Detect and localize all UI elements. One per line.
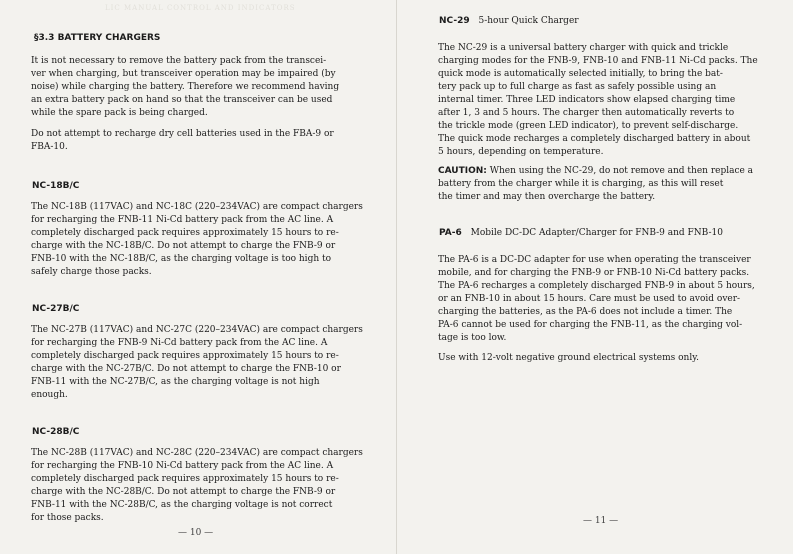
text-line: charging the batteries, as the PA-6 does not include a timer. The — [438, 307, 733, 317]
nc18-heading: NC-18B/C — [32, 181, 80, 191]
caution-label: CAUTION: — [438, 166, 487, 176]
text-line: tery pack up to full charge as fast as safely possible using an — [438, 82, 717, 92]
usage-note: Use with 12-volt negative ground electrical systems only. — [438, 353, 699, 363]
text-line: charging modes for the FNB-9, FNB-10 and FNB-11 Ni-Cd packs. The — [438, 56, 758, 66]
text-line: charge with the NC-28B/C. Do not attempt to charge the FNB-9 or — [31, 487, 336, 497]
pa6-title-line — [439, 227, 723, 240]
text-line: The NC-29 is a universal battery charger with quick and trickle — [438, 43, 729, 53]
nc29-paragraph — [438, 42, 758, 159]
text-line: charge with the NC-27B/C. Do not attempt to charge the FNB-10 or — [31, 364, 341, 374]
dry-cell-paragraph — [31, 128, 334, 154]
pa6-subtitle: Mobile DC-DC Adapter/Charger for FNB-9 and FNB-10 — [470, 228, 723, 238]
text-line: Do not attempt to recharge dry cell batteries used in the FBA-9 or — [31, 129, 334, 139]
text-line: FNB-10 with the NC-18B/C, as the charging voltage is too high to — [31, 254, 332, 264]
nc29-title-line — [439, 15, 579, 28]
page-number-11: — 11 — — [583, 516, 619, 526]
text-line: for those packs. — [31, 513, 104, 523]
text-line: The quick mode recharges a completely discharged battery in about — [438, 134, 751, 144]
left-page — [0, 0, 396, 554]
text-line: the timer and may then overcharge the battery. — [438, 192, 656, 202]
nc29-heading: NC-29 — [439, 16, 470, 26]
text-line: safely charge those packs. — [31, 267, 152, 277]
text-line: It is not necessary to remove the battery pack from the transcei- — [31, 56, 327, 66]
right-page — [397, 0, 793, 554]
text-line — [438, 165, 753, 178]
nc28-paragraph — [31, 447, 363, 525]
text-line: quick mode is automatically selected initially, to bring the bat- — [438, 69, 723, 79]
text-line: tage is too low. — [438, 333, 507, 343]
intro-paragraph — [31, 55, 339, 120]
text-line: FNB-11 with the NC-27B/C, as the charging voltage is not high — [31, 377, 320, 387]
section-title: §3.3 BATTERY CHARGERS — [34, 33, 161, 43]
text-line: charge with the NC-18B/C. Do not attempt to charge the FNB-9 or — [31, 241, 336, 251]
text-line: internal timer. Three LED indicators show elapsed charging time — [438, 95, 736, 105]
text-line: FBA-10. — [31, 142, 68, 152]
nc18-paragraph — [31, 201, 363, 279]
text-line: while the spare pack is being charged. — [31, 108, 208, 118]
nc29-subtitle: 5-hour Quick Charger — [478, 16, 579, 26]
text-line: completely discharged pack requires approximately 15 hours to re- — [31, 351, 339, 361]
text-line: the trickle mode (green LED indicator), to prevent self-discharge. — [438, 121, 739, 131]
nc27-heading: NC-27B/C — [32, 304, 80, 314]
nc27-paragraph — [31, 324, 363, 402]
text-line: The NC-27B (117VAC) and NC-27C (220–234VAC) are compact chargers — [31, 325, 363, 335]
text-line: for recharging the FNB-9 Ni-Cd battery pack from the AC line. A — [31, 338, 328, 348]
text-line: completely discharged pack requires approximately 15 hours to re- — [31, 474, 339, 484]
text-line: FNB-11 with the NC-28B/C, as the charging voltage is not correct — [31, 500, 333, 510]
text-line: or an FNB-10 in about 15 hours. Care must be used to avoid over- — [438, 294, 741, 304]
text-line: completely discharged pack requires approximately 15 hours to re- — [31, 228, 339, 238]
text-line: for recharging the FNB-11 Ni-Cd battery pack from the AC line. A — [31, 215, 334, 225]
text-line: after 1, 3 and 5 hours. The charger then automatically reverts to — [438, 108, 735, 118]
text-line: The NC-18B (117VAC) and NC-18C (220–234VAC) are compact chargers — [31, 202, 363, 212]
pa6-heading: PA-6 — [439, 228, 462, 238]
pa6-paragraph — [438, 254, 755, 345]
bleed-through-header: LIC MANUAL CONTROL AND INDICATORS — [105, 4, 296, 12]
text-line: The PA-6 is a DC-DC adapter for use when operating the transceiver — [438, 255, 751, 265]
text-line: for recharging the FNB-10 Ni-Cd battery pack from the AC line. A — [31, 461, 334, 471]
text-line: an extra battery pack on hand so that the transceiver can be used — [31, 95, 333, 105]
caution-paragraph — [438, 165, 753, 204]
text-line: The NC-28B (117VAC) and NC-28C (220–234VAC) are compact chargers — [31, 448, 363, 458]
text-line: noise) while charging the battery. Therefore we recommend having — [31, 82, 340, 92]
nc28-heading: NC-28B/C — [32, 427, 80, 437]
text-line: 5 hours, depending on temperature. — [438, 147, 604, 157]
caution-first-line: When using the NC-29, do not remove and then replace a — [486, 166, 754, 176]
text-line: The PA-6 recharges a completely discharged FNB-9 in about 5 hours, — [438, 281, 755, 291]
text-line: mobile, and for charging the FNB-9 or FNB-10 Ni-Cd battery packs. — [438, 268, 750, 278]
page-number-10: — 10 — — [178, 528, 214, 538]
text-line: ver when charging, but transceiver operation may be impaired (by — [31, 69, 336, 79]
text-line: enough. — [31, 390, 68, 400]
text-line: battery from the charger while it is charging, as this will reset — [438, 179, 724, 189]
text-line: PA-6 cannot be used for charging the FNB-11, as the charging vol- — [438, 320, 743, 330]
